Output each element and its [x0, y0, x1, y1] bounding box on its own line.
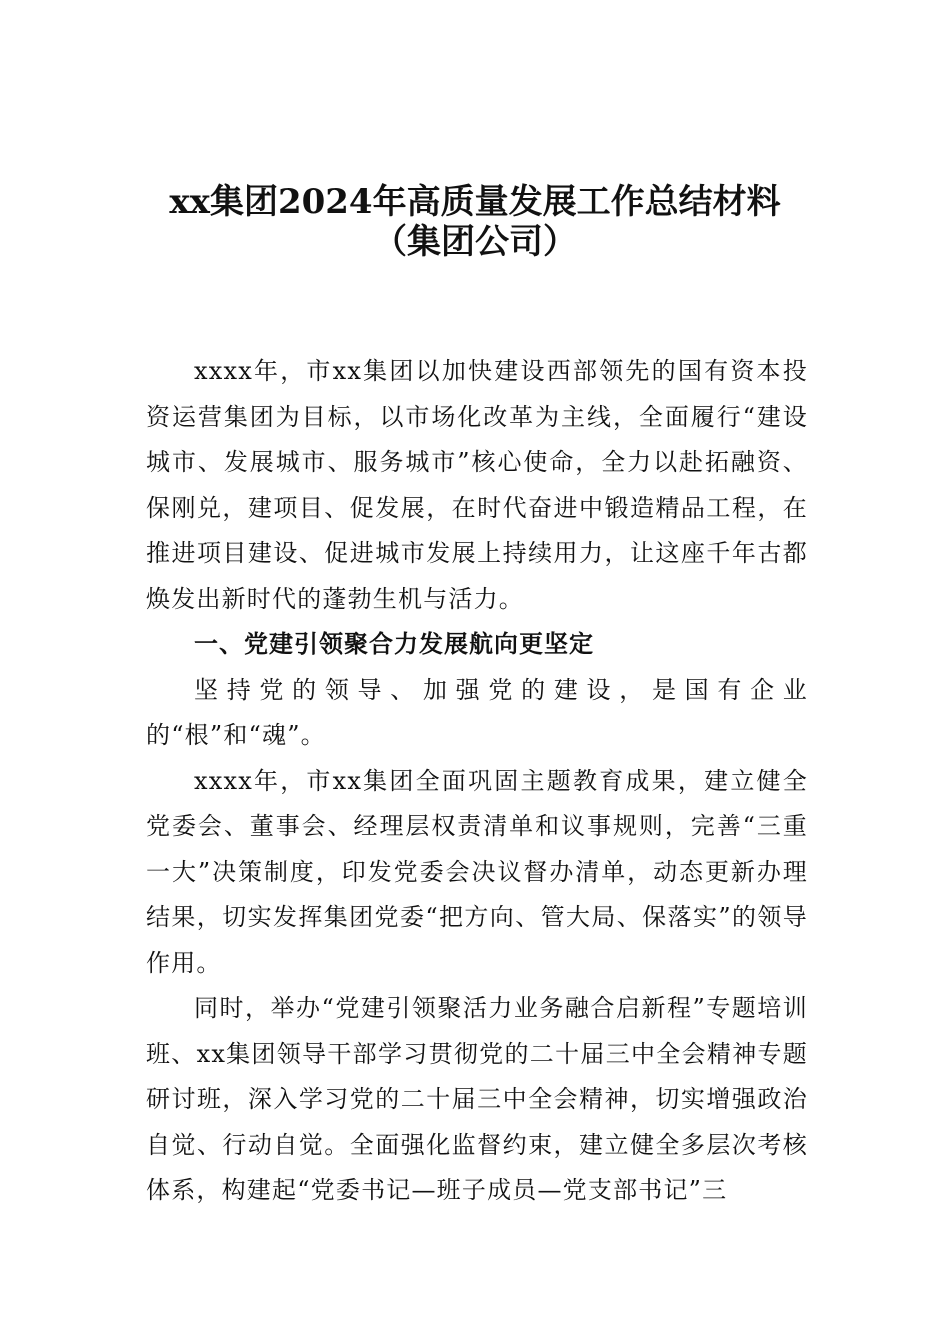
intro-paragraph: xxxx年，市xx集团以加快建设西部领先的国有资本投资运营集团为目标，以市场化改革为主线，全面履行“建设城市、发展城市、服务城市”核心使命，全力以赴拓融资、保刚兑，建项目、促发展，在时代奋进中锻造精品工程，在推进项目建设、促进城市发展上持续用力，让这座千年古都焕发出新时代的蓬勃生机与活力。 [146, 357, 808, 613]
document-subtitle: （集团公司） [373, 222, 577, 262]
document-body [146, 349, 808, 1214]
body-paragraph: xxxx年，市xx集团全面巩固主题教育成果，建立健全党委会、董事会、经理层权责清单和议事规则，完善“三重一大”决策制度，印发党委会决议督办清单，动态更新办理结果，切实发挥集团党委“把方向、管大局、保落实”的领导作用。 [146, 766, 808, 977]
body-paragraph: 同时，举办“党建引领聚活力业务融合启新程”专题培训班、xx集团领导干部学习贯彻党的二十届三中全会精神专题研讨班，深入学习党的二十届三中全会精神，切实增强政治自觉、行动自觉。全面强化监督约束，建立健全多层次考核体系，构建起“党委书记—班子成员—党支部书记”三 [146, 994, 808, 1204]
section-heading: 一、党建引领聚合力发展航向更坚定 [194, 630, 594, 658]
document-title: xx集团2024年高质量发展工作总结材料 [169, 182, 781, 222]
body-paragraph: 坚持党的领导、加强党的建设，是国有企业的“根”和“魂”。 [146, 675, 808, 749]
